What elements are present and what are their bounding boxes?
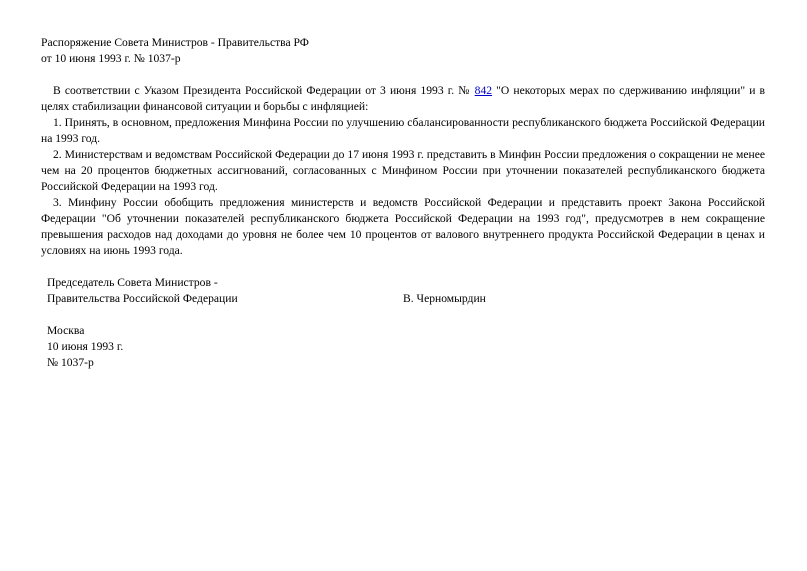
- document-body: [41, 83, 765, 259]
- footer-date: 10 июня 1993 г.: [47, 340, 124, 353]
- item-2-paragraph: 2. Министерствам и ведомствам Российской Федерации до 17 июня 1993 г. представить в Минфин России предложения о сокращении не менее чем на 20 процентов бюджетных ассигнований, согласованных с Минфином России при уточнении показателей республиканского бюджета Российской Федерации на 1993 год.: [41, 148, 765, 193]
- document-page: [41, 35, 765, 371]
- decree-842-link[interactable]: 842: [474, 84, 493, 97]
- document-footer: [41, 323, 765, 371]
- document-date-number: от 10 июня 1993 г. № 1037-р: [41, 52, 181, 65]
- item-1-paragraph: 1. Принять, в основном, предложения Минфина России по улучшению сбалансированности республиканского бюджета Российской Федерации на 1993 год.: [41, 116, 765, 145]
- item-3-paragraph: 3. Минфину России обобщить предложения министерств и ведомств Российской Федерации и представить проект Закона Российской Федерации "Об уточнении показателей республиканского бюджета Российской Федерации на 1993 год", предусмотрев в нем сокращение превышения расходов над доходами до уровня не более чем 10 процентов от валового внутреннего продукта Российской Федерации в ценах и условиях на июнь 1993 года.: [41, 196, 765, 257]
- footer-city: Москва: [47, 324, 85, 337]
- intro-paragraph: [41, 83, 765, 115]
- intro-text-before-link: В соответствии с Указом Президента Российской Федерации от 3 июня 1993 г. №: [53, 84, 475, 97]
- document-header: [41, 35, 765, 67]
- footer-number: № 1037-р: [47, 356, 94, 369]
- signature-block: [41, 275, 765, 307]
- document-title: Распоряжение Совета Министров - Правительства РФ: [41, 36, 309, 49]
- signatory-name: В. Черномырдин: [403, 292, 486, 305]
- intro-text-after-link: "О некоторых мерах по сдерживанию инфляции" и в целях стабилизации финансовой ситуации и борьбы с инфляцией:: [41, 84, 765, 113]
- signatory-title-line1: Председатель Совета Министров -: [47, 276, 218, 289]
- signatory-title-line2: Правительства Российской Федерации: [47, 292, 238, 305]
